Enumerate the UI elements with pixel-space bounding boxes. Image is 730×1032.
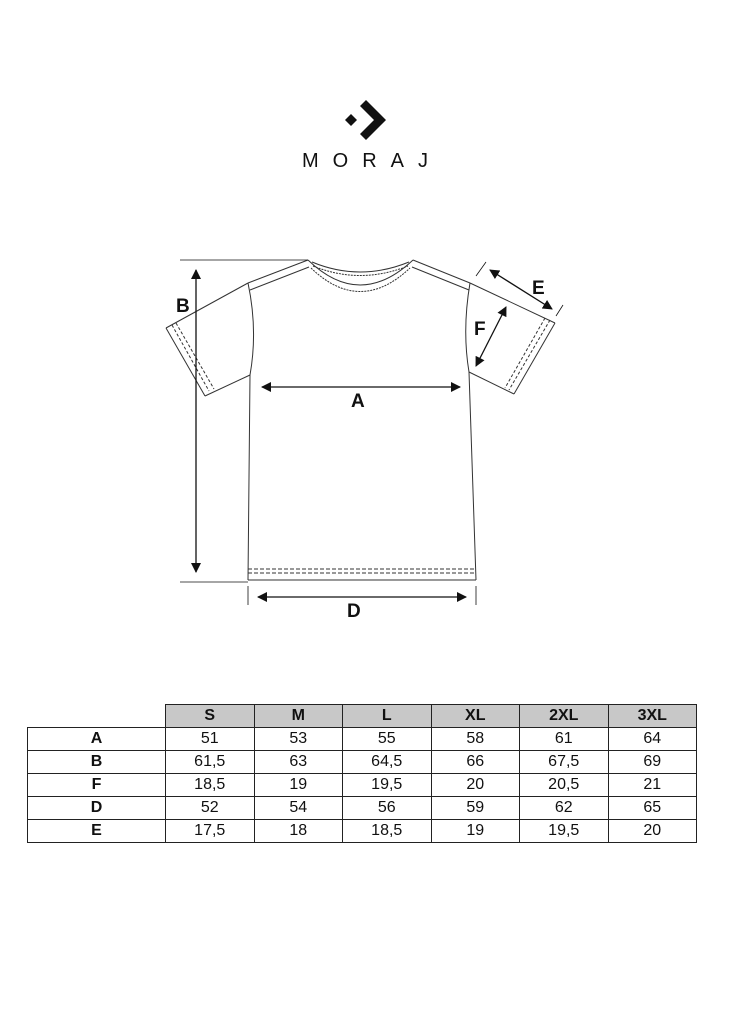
- table-cell: 54: [254, 797, 343, 820]
- table-cell: 61: [520, 728, 609, 751]
- table-row: [28, 774, 697, 797]
- table-cell: 19: [431, 820, 520, 843]
- table-cell: 20,5: [520, 774, 609, 797]
- label-d: D: [347, 601, 361, 622]
- table-cell: 17,5: [166, 820, 255, 843]
- size-header: 2XL: [520, 705, 609, 728]
- table-cell: 55: [343, 728, 432, 751]
- table-cell: 21: [608, 774, 697, 797]
- table-row: [28, 797, 697, 820]
- table-cell: 61,5: [166, 751, 255, 774]
- table-cell: 62: [520, 797, 609, 820]
- table-cell: 20: [431, 774, 520, 797]
- table-cell: 19,5: [520, 820, 609, 843]
- table-cell: 56: [343, 797, 432, 820]
- table-cell: 18: [254, 820, 343, 843]
- table-cell: 63: [254, 751, 343, 774]
- table-cell: 51: [166, 728, 255, 751]
- table-cell: 59: [431, 797, 520, 820]
- table-row: [28, 728, 697, 751]
- brand-name: MORAJ: [302, 150, 442, 172]
- table-cell: 66: [431, 751, 520, 774]
- row-label: D: [28, 797, 166, 820]
- table-cell: 53: [254, 728, 343, 751]
- table-cell: 64,5: [343, 751, 432, 774]
- size-header: S: [166, 705, 255, 728]
- label-b: B: [176, 296, 190, 317]
- row-label: E: [28, 820, 166, 843]
- table-row: [28, 751, 697, 774]
- size-header: XL: [431, 705, 520, 728]
- tshirt-outline: [166, 260, 555, 580]
- table-cell: 69: [608, 751, 697, 774]
- table-cell: 19: [254, 774, 343, 797]
- measurement-lines: [180, 260, 563, 605]
- row-label: F: [28, 774, 166, 797]
- size-header: 3XL: [608, 705, 697, 728]
- label-e: E: [532, 278, 545, 299]
- label-f: F: [474, 319, 486, 340]
- size-header: M: [254, 705, 343, 728]
- table-cell: 19,5: [343, 774, 432, 797]
- table-cell: 20: [608, 820, 697, 843]
- row-label: A: [28, 728, 166, 751]
- corner-cell: [28, 705, 166, 728]
- size-header-row: [28, 705, 697, 728]
- table-cell: 65: [608, 797, 697, 820]
- table-cell: 64: [608, 728, 697, 751]
- table-cell: 18,5: [166, 774, 255, 797]
- table-row: [28, 820, 697, 843]
- size-header: L: [343, 705, 432, 728]
- row-label: B: [28, 751, 166, 774]
- table-cell: 67,5: [520, 751, 609, 774]
- table-cell: 58: [431, 728, 520, 751]
- table-cell: 52: [166, 797, 255, 820]
- size-table: [27, 704, 697, 843]
- label-a: A: [351, 391, 365, 412]
- table-cell: 18,5: [343, 820, 432, 843]
